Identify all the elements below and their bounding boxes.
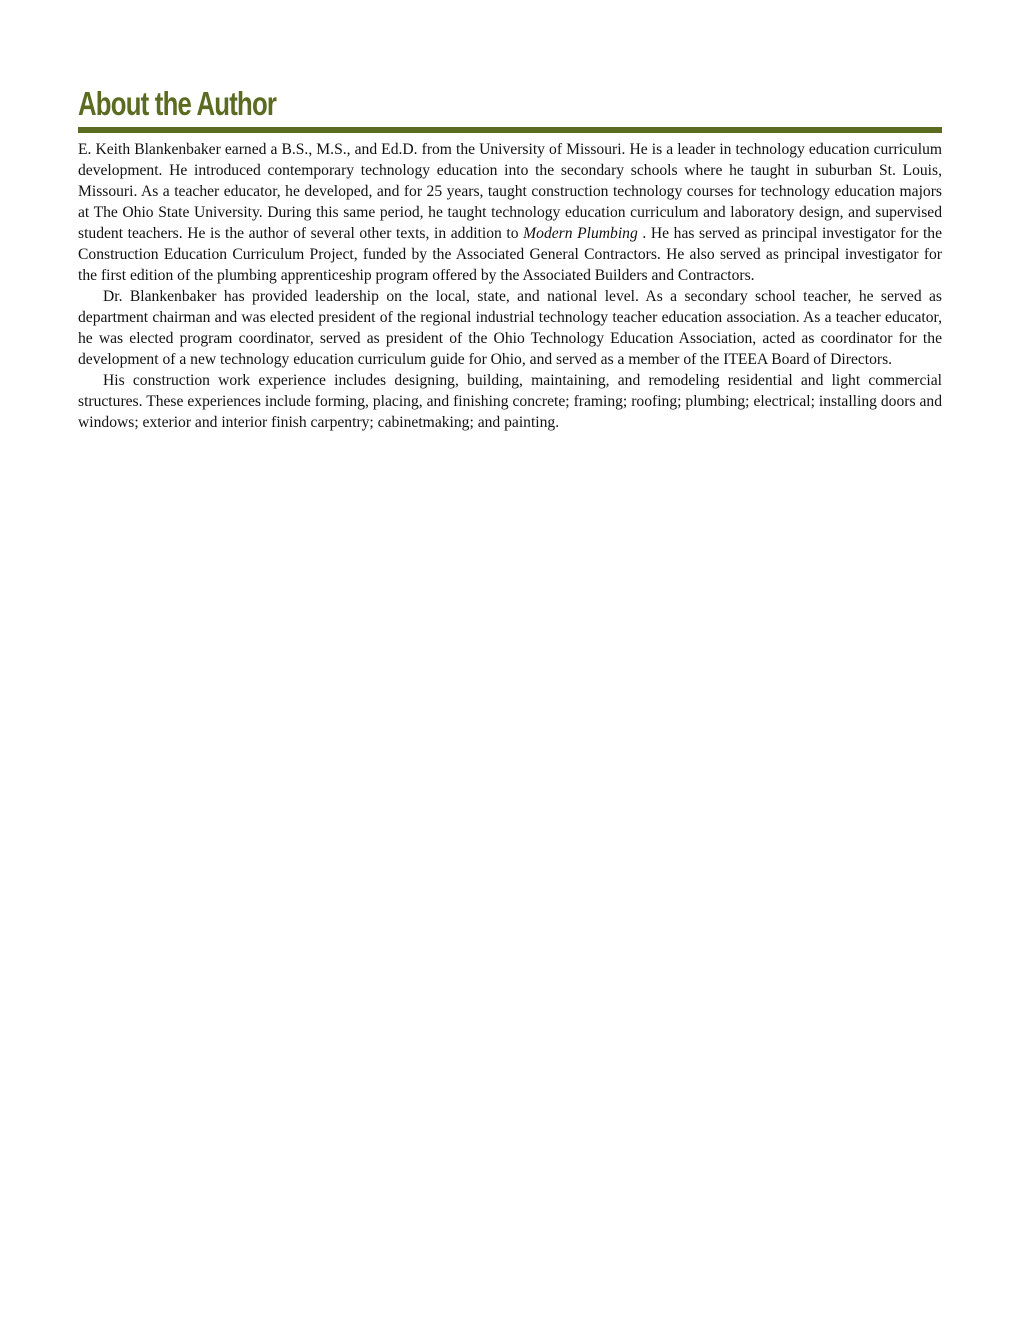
bio-paragraph-1-text: E. Keith Blankenbaker earned a B.S., M.S., and Ed.D. from the University of Missouri. He is a leader in technology education curriculum development. He introduced contemporary technology education into the secondary schools where he taught in suburban St. Louis, Missouri. As a teacher educator, he developed, and for 25 years, taught construction technology courses for technology education majors at The Ohio State University. During this same period, he taught technology education curriculum and laboratory design, and supervised student teachers. He is the author of several other texts, in addition to [78, 141, 942, 242]
bio-paragraph-2: Dr. Blankenbaker has provided leadership on the local, state, and national level. As a secondary school teacher, he served as department chairman and was elected president of the regional industrial technology teacher education association. As a teacher educator, he was elected program coordinator, served as president of the Ohio Technology Education Association, acted as coordinator for the development of a new technology education curriculum guide for Ohio, and served as a member of the ITEEA Board of Directors. [78, 288, 942, 368]
book-title: Modern Plumbing [523, 225, 638, 242]
author-bio [78, 139, 942, 433]
bio-paragraph-1-text-continued: . He has served as principal investigator for the Construction Education Curriculum Project, funded by the Associated General Contractors. He also served as principal investigator for the first edition of the plumbing apprenticeship program offered by the Associated Builders and Contractors. [78, 225, 942, 284]
page-title: About the Author [78, 85, 277, 122]
bio-paragraph-3: His construction work experience includes designing, building, maintaining, and remodeling residential and light commercial structures. These experiences include forming, placing, and finishing concrete; framing; roofing; plumbing; electrical; installing doors and windows; exterior and interior finish carpentry; cabinetmaking; and painting. [78, 372, 942, 431]
bio-paragraph-1 [78, 139, 942, 286]
title-rule [78, 127, 942, 133]
